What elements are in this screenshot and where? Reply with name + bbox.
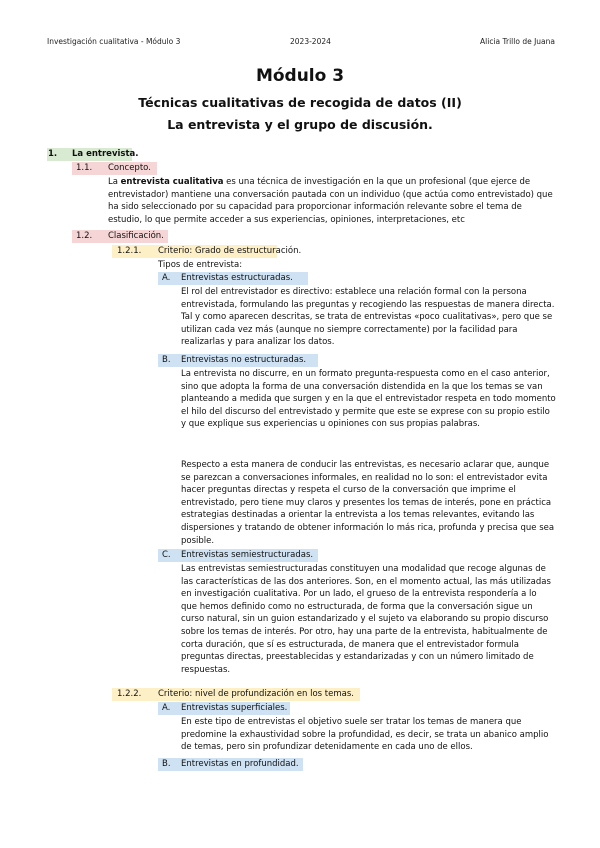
item-a2-label: Entrevistas superficiales. [181,703,288,713]
concepto-post: es una técnica de investigación en la que un profesional (que ejerce de entrevistador) mantiene una conversación pautada con un individuo (que actúa como entrevistado) que ha sido seleccionado por su capacidad para proporcionar información relevante sobre el tema de estudio, lo que permite acceder a sus experiencias, opiniones, interpretaciones, etc [108,177,553,225]
item-c-letter: C. [162,550,171,560]
item-a2-text: En este tipo de entrevistas el objetivo suele ser tratar los temas de manera que predomine la exhaustividad sobre la profundidad, es decir, se trata un abanico amplio de temas, pero sin profundizar detenidamente en cada uno de ellos. [181,717,549,753]
section-1-label: La entrevista. [72,149,139,159]
header-center: 2023-2024 [290,37,331,46]
section-1-1-number: 1.1. [76,163,93,173]
concepto-paragraph [108,176,558,226]
tipos-label: Tipos de entrevista: [158,260,243,270]
item-b-letter: B. [162,355,171,365]
item-b-label: Entrevistas no estructuradas. [181,355,307,365]
section-1-2-2-label: Criterio: nivel de profundización en los temas. [158,689,354,699]
section-1-2-label: Clasificación. [108,231,164,241]
module-title: Módulo 3 [255,66,345,86]
section-1-2-1-number: 1.2.1. [117,246,142,256]
item-b-text-2: Respecto a esta manera de conducir las entrevistas, es necesario aclarar que, aunque se parezcan a conversaciones informales, en realidad no lo son: el entrevistador evita hacer preguntas directas y respeta el curso de la conversación que imprime el entrevistado, pero tiene muy claros y presentes los temas de interés, pone en práctica estrategias destinadas a orientar la entrevista a los temas relevantes, evitando las dispersiones y tratando de obtener información lo más rica, profunda y precisa que sea posible. [181,460,555,546]
item-b2-letter: B. [162,759,171,769]
header-left: Investigación cualitativa - Módulo 3 [47,37,181,46]
item-c-label: Entrevistas semiestructuradas. [181,550,314,560]
concepto-term: entrevista cualitativa [120,177,224,187]
item-c-text: Las entrevistas semiestructuradas constituyen una modalidad que recoge algunas de las características de las dos anteriores. Son, en el momento actual, las más utilizadas en investigación cualitativa. Por un lado, el grueso de la entrevista respondería a lo que hemos definido como no estructurada, de forma que la conversación sigue un curso natural, sin un guion estandarizado y el sujeto va elaborando su propio discurso sobre los temas de interés. Por otro, hay una parte de la entrevista, habitualmente de corta duración, que sí es estructurada, de manera que el entrevistador formula preguntas directas, preestablecidas y estandarizadas y con un número limitado de respuestas. [181,564,551,675]
section-1-2-number: 1.2. [76,231,93,241]
item-a-text: El rol del entrevistador es directivo: establece una relación formal con la persona entrevistada, formulando las preguntas y recogiendo las respuestas de manera directa. Tal y como aparecen descritas, se trata de entrevistas «poco cualitativas», pero que se utilizan cada vez más (aunque no siempre correctamente) por la facilidad para realizarlas y para analizar los datos. [181,287,555,348]
header-right: Alicia Trillo de Juana [480,37,555,46]
item-b2-label: Entrevistas en profundidad. [181,759,299,769]
section-1-2-1-label: Criterio: Grado de estructuración. [158,246,302,256]
subtitle-1: Técnicas cualitativas de recogida de datos (II) [138,95,462,110]
subtitle-2: La entrevista y el grupo de discusión. [167,117,433,132]
section-1-number: 1. [48,149,58,159]
item-a2-letter: A. [162,703,171,713]
section-1-1-label: Concepto. [108,163,151,173]
concepto-pre: La [108,177,121,187]
section-1-2-2-number: 1.2.2. [117,689,142,699]
item-a-label: Entrevistas estructuradas. [181,273,293,283]
item-a-letter: A. [162,273,171,283]
item-b-text-1: La entrevista no discurre, en un formato pregunta-respuesta como en el caso anterior, sino que adopta la forma de una conversación distendida en la que los temas se van planteando a medida que surgen y en la que el entrevistador respeta en todo momento el hilo del discurso del entrevistado y permite que este se exprese con su propio estilo y que explique sus experiencias u opiniones con sus propias palabras. [181,369,556,430]
